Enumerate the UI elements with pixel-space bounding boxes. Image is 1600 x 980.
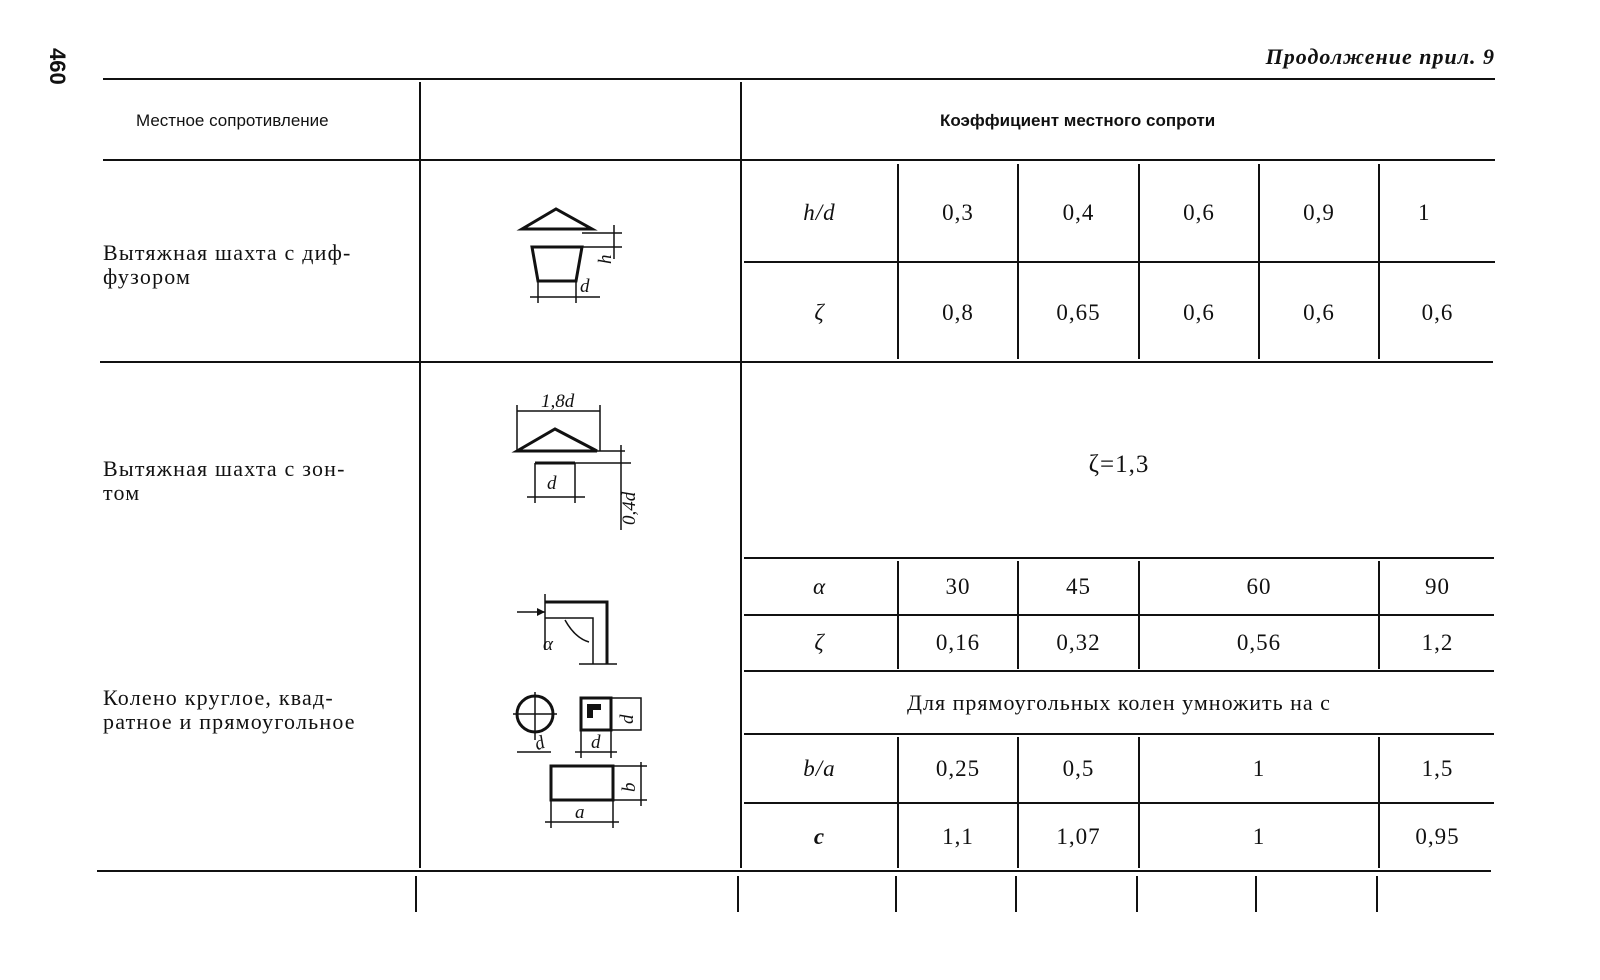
umbrella-sketch [505,385,645,535]
ratio-row-rule [744,802,1494,804]
header-bottom-rule [103,159,1495,161]
diffuser-bottom-rule [100,361,1493,363]
elbow-bottom-rule [97,870,1491,872]
elbow-ratio-value: 1,5 [1421,756,1454,781]
note-row-rule [744,733,1494,735]
diffuser-sketch-d: d [580,276,590,297]
umbrella-sketch-h: 0,4d [619,491,640,525]
diffuser-hd-value: 0,6 [1183,199,1215,225]
header-coefficient: Коэффициент местного сопроти [940,111,1216,130]
elbow-c-value: 1 [1252,824,1266,849]
elbow-sketch-a: a [575,802,585,823]
elbow-param-alpha: α [812,574,827,599]
elbow-param-c: c [813,824,826,849]
diffuser-zeta-value: 0,8 [942,300,974,325]
umbrella-sketch-top: 1,8d [541,391,575,412]
elbow-param-ba: b/a [803,756,836,781]
diffuser-zeta-value: 0,65 [1056,300,1101,325]
top-rule [103,78,1495,80]
elbow-angle-value: 30 [945,574,971,599]
stub-v [415,876,417,912]
elbow-zeta-value: 0,56 [1236,630,1282,655]
elbow-ratio-value: 0,25 [935,756,981,781]
diffuser-param-hd: h/d [803,199,836,225]
elbow-c-value: 1,1 [942,824,974,849]
elbow-sketch-d2: d [591,732,601,753]
stub-v [1255,876,1257,912]
page-number: 460 [45,48,70,85]
diffuser-zeta-value: 0,6 [1183,300,1215,325]
stub-v [737,876,739,912]
stub-v [1376,876,1378,912]
elbow-zeta-value: 0,16 [935,630,981,655]
elbow-angle-value: 60 [1246,574,1272,599]
elbow-sketch-d1: d [531,732,548,756]
elbow-sketch-d3: d [617,714,638,724]
col-divider-1 [419,82,421,868]
elbow-angle-value: 90 [1425,574,1450,599]
angle-row-rule [744,614,1494,616]
stub-v [1015,876,1017,912]
diffuser-sketch [500,195,640,315]
elbow-param-zeta: ζ [814,630,825,655]
elbow-label: Колено круглое, квад- ратное и прямоугольное [103,685,356,734]
elbow-ratio-value: 0,5 [1062,756,1095,781]
elbow-c-value: 0,95 [1415,824,1460,849]
stub-v [895,876,897,912]
umbrella-bottom-rule [744,557,1494,559]
umbrella-zeta-value: ζ=1,3 [1088,451,1150,478]
diffuser-hd-value: 1 [1418,199,1431,225]
stub-v [1136,876,1138,912]
diffuser-hd-value: 0,9 [1303,199,1335,225]
elbow-sketch-b: b [619,782,640,792]
umbrella-label: Вытяжная шахта с зон- том [103,456,346,505]
diffuser-label: Вытяжная шахта с диф- фузором [103,240,352,289]
elbow-zeta-value: 0,32 [1056,630,1101,655]
elbow-sketch [505,580,665,840]
diffuser-hd-value: 0,4 [1062,199,1095,225]
diffuser-mid-rule [744,261,1495,263]
diffuser-zeta-value: 0,6 [1303,300,1335,325]
elbow-c-value: 1,07 [1056,824,1101,849]
elbow-sketch-alpha: α [543,634,553,655]
umbrella-sketch-d: d [547,473,557,494]
diffuser-hd-value: 0,3 [942,199,974,225]
elbow-zeta-value: 1,2 [1421,630,1454,655]
diffuser-sketch-h: h [595,254,616,264]
diffuser-zeta-value: 0,6 [1421,300,1454,325]
elbow-angle-value: 45 [1066,574,1091,599]
header-resistance: Местное сопротивление [136,111,329,130]
zeta-row-rule [744,670,1494,672]
elbow-ratio-value: 1 [1252,756,1266,781]
continuation-caption: Продолжение прил. 9 [1265,44,1495,69]
diffuser-param-zeta: ζ [814,300,825,325]
elbow-rectangular-note: Для прямоугольных колен умножить на c [907,690,1331,715]
